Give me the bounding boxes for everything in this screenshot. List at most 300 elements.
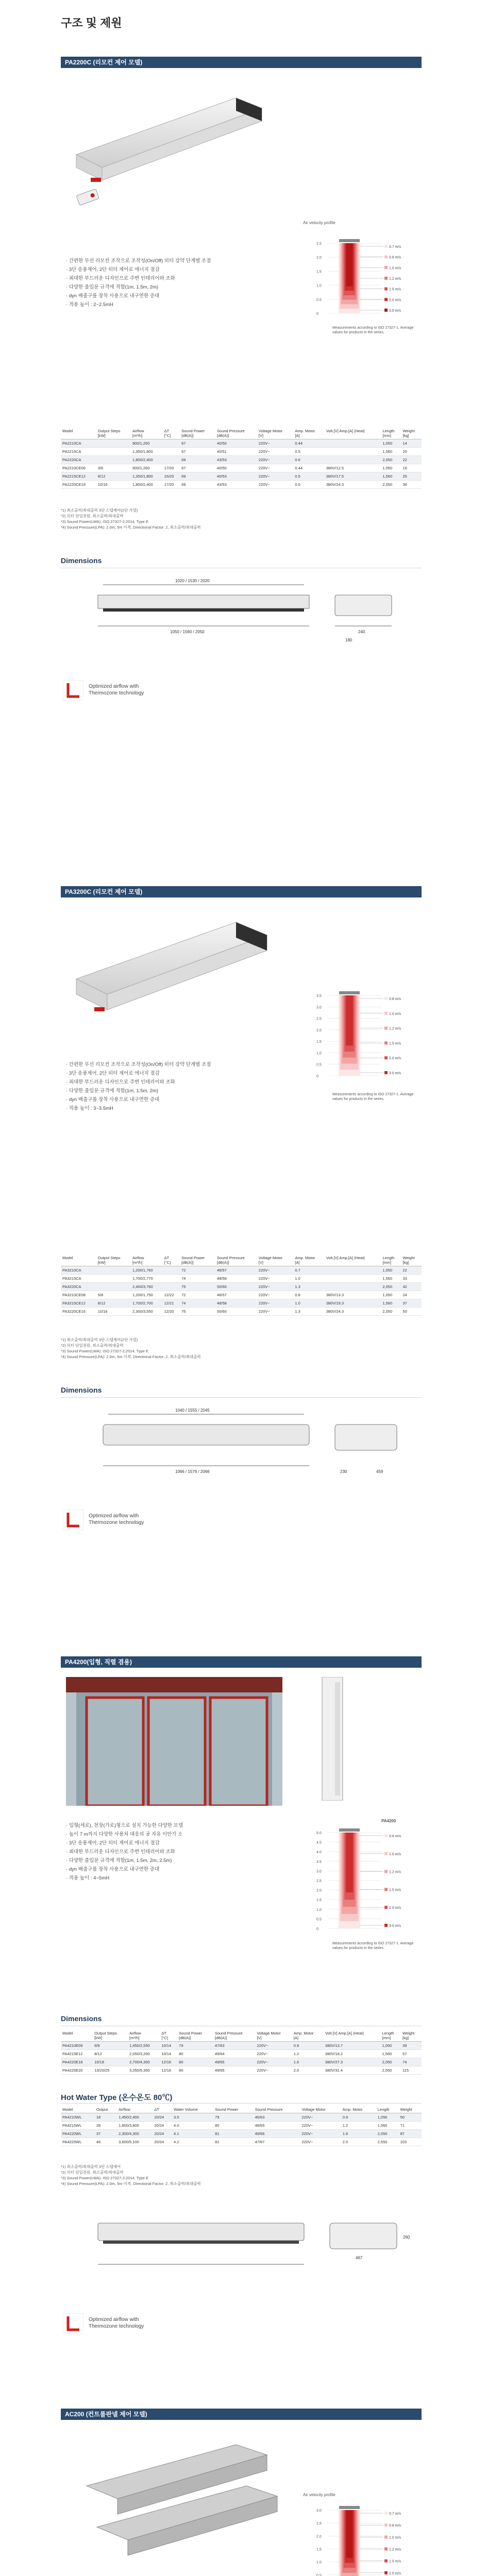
feature-item: · 최대한 부드러운 디자인으로 주변 인테리어와 조화	[66, 274, 282, 283]
table-cell: 1,050	[381, 1266, 401, 1275]
dim-top-label: 1020 / 1530 / 2020	[175, 579, 210, 583]
table-cell: 33	[401, 1275, 422, 1283]
table-cell: 1.2	[292, 2050, 324, 2058]
height-tick-label: 2.0	[316, 1889, 322, 1893]
table-cell: PA3215CA	[61, 1275, 96, 1283]
column-header: ΔT	[153, 2106, 172, 2113]
table-cell: 43/53	[215, 481, 257, 489]
table-cell: PA4215E12	[61, 2050, 93, 2058]
height-tick-label: 1.0	[316, 284, 322, 288]
feature-item: · dyn 배출구를 장착 사용으로 내구연한 증대	[66, 292, 282, 300]
dim-depth-label: 180	[345, 638, 352, 642]
column-header: Amp. Motor [A]	[292, 2030, 324, 2042]
table-cell: 16	[401, 464, 422, 472]
table-cell: 20/24	[153, 2113, 172, 2122]
column-header: Amp. Motor	[341, 2106, 376, 2113]
speed-label: 1.0 m/s	[389, 266, 401, 270]
table-cell: 80	[177, 2066, 213, 2075]
logo-line: Thermozone technology	[89, 690, 144, 696]
feature-item: · 최대한 부드러운 디자인으로 주변 인테리어와 조화	[66, 1848, 293, 1856]
feature-item: · 최대한 부드러운 디자인으로 주변 인테리어와 조화	[66, 1078, 282, 1087]
dim-bottom-label: 1050 / 1560 / 2050	[170, 630, 205, 634]
column-header: Model	[61, 1255, 96, 1266]
table-cell: 16/20	[163, 472, 180, 481]
legend-swatch	[384, 1071, 388, 1074]
column-header: Amp. Motor [A]	[293, 428, 324, 439]
thermozone-logo-icon	[63, 680, 83, 701]
speed-label: 2.0 m/s	[389, 1057, 401, 1061]
height-tick-label: 5.0	[316, 1832, 322, 1835]
note-item: *4) Sound Pressure(LPA): 2.0m, 5m 이격, Directional Factor: 2, 최소출력/최대출력	[61, 2181, 201, 2186]
legend-swatch	[384, 277, 388, 280]
table-cell: 1,200/1,760	[131, 1266, 163, 1275]
table-cell: 82	[213, 2138, 253, 2146]
legend-swatch	[384, 2571, 388, 2574]
table-cell: 47/63	[213, 2042, 256, 2050]
column-header: Output	[95, 2106, 117, 2113]
table-cell: 220V~	[257, 464, 294, 472]
table-cell: 220V~	[257, 1291, 294, 1299]
legend-swatch	[384, 1041, 388, 1044]
speed-label: 1.5 m/s	[389, 1042, 401, 1046]
table-cell: 37	[95, 2130, 117, 2138]
legend-swatch	[384, 287, 388, 291]
note-item: *3) Sound Power(LWA): ISO 27327-2:2014, Type E	[61, 2176, 148, 2180]
table-row	[61, 2066, 422, 2075]
speed-label: 1.2 m/s	[389, 2548, 401, 2552]
chart-caption: Air velocity profile	[303, 2493, 335, 2497]
height-tick-label: 1.5	[316, 1899, 322, 1903]
table-cell	[96, 1283, 131, 1291]
table-cell: 1.0	[293, 1299, 324, 1308]
table-cell	[96, 448, 131, 456]
table-cell: 1,560	[381, 448, 401, 456]
table-cell: 2,400/3,760	[131, 1283, 163, 1291]
table-cell	[96, 1266, 131, 1275]
table-cell: PA2220CE18	[61, 481, 96, 489]
feature-item: · 3단 송풍제어, 2단 히터 제어로 에너지 절감	[66, 1069, 282, 1078]
speed-label: 2.0 m/s	[389, 298, 401, 302]
table-cell: 2,300/3,550	[131, 1308, 163, 1316]
table-cell: PA4225WL	[61, 2138, 95, 2146]
note-item: *1) 최소출력/최대출력 3단 스텝제어(2단 가열)	[61, 508, 138, 513]
air-velocity-chart-pa3200c	[314, 989, 417, 1082]
dim-depth-label: 230	[340, 1469, 347, 1474]
speed-label: 1.0 m/s	[389, 1012, 401, 1016]
legend-swatch	[384, 1924, 388, 1927]
table-cell: 46/57	[215, 1266, 257, 1275]
table-cell: 2,050/3,200	[128, 2050, 160, 2058]
table-cell: 46/57	[215, 1291, 257, 1299]
speed-label: 1.0 m/s	[389, 1852, 401, 1856]
height-tick-label: 0.5	[316, 2573, 322, 2576]
table-cell: 3,350/5,350	[128, 2066, 160, 2075]
column-header: Output Steps [kW]	[96, 1255, 131, 1266]
chart-note: Measurements according to ISO 27327-1. Average values for products in the series.	[332, 1093, 414, 1101]
height-tick-label: 2.0	[316, 2535, 322, 2539]
speed-label: 0.7 m/s	[389, 2512, 401, 2516]
table-cell: 1,800/2,400	[131, 481, 163, 489]
table-cell: 8/12	[93, 2050, 128, 2058]
table-cell: 380V/24.3	[325, 481, 381, 489]
table-cell: 380V/13.7	[324, 2042, 381, 2050]
table-cell: 4.0	[172, 2122, 213, 2130]
table-cell: 17/20	[163, 481, 180, 489]
table-cell: 50/60	[215, 1283, 257, 1291]
column-header: Weight [kg]	[401, 2030, 422, 2042]
height-tick-label: 4.0	[316, 1851, 322, 1855]
notes-pa4200	[61, 2164, 201, 2187]
height-tick-label: 2.5	[316, 2522, 322, 2526]
note-item: *1) 최소출력/최대출력 3단 스텝제어(2단 가열)	[61, 1337, 138, 1342]
table-cell: 220V~	[257, 1283, 294, 1291]
height-tick-label: 1.5	[316, 270, 322, 274]
dimension-drawing-pa4200	[88, 2208, 417, 2311]
legend-swatch	[384, 1027, 388, 1030]
divider	[61, 2103, 422, 2104]
table-cell: 12/16	[160, 2058, 177, 2066]
feature-item: · 적용 높이 : 3~3.5mH	[66, 1104, 282, 1113]
height-tick-label: 0.5	[316, 1063, 322, 1067]
legend-swatch	[384, 997, 388, 1000]
table-cell: 0.9	[341, 2113, 376, 2122]
column-header: Sound Power [dB(A)]	[180, 428, 215, 439]
table-cell: 900/1,260	[131, 439, 163, 448]
table-cell: 380V/17.5	[325, 472, 381, 481]
table-cell: 2.0	[341, 2138, 376, 2146]
table-cell: 10/16	[96, 481, 131, 489]
dim-width-label: 240	[358, 630, 365, 634]
column-header: ΔT [°C]	[163, 1255, 180, 1266]
thermozone-logo-icon	[63, 1510, 83, 1530]
storefront-photo	[66, 1677, 282, 1806]
table-cell: 57	[401, 2050, 422, 2058]
column-header: Sound Power	[213, 2106, 253, 2113]
table-cell: 220V~	[300, 2130, 341, 2138]
chart-label: PA4200	[381, 1819, 396, 1823]
table-cell: PA2220CA	[61, 456, 96, 464]
speed-label: 0.7 m/s	[389, 245, 401, 249]
speed-label: 1.5 m/s	[389, 287, 401, 292]
table-cell: 900/1,260	[131, 464, 163, 472]
table-cell: 71	[399, 2122, 422, 2130]
table-cell: 8/12	[96, 472, 131, 481]
table-cell: 13/20/25	[93, 2066, 128, 2075]
legend-swatch	[384, 309, 388, 312]
column-header: Length	[376, 2106, 399, 2113]
table-cell: PA3210CE08	[61, 1291, 96, 1299]
speed-label: 1.5 m/s	[389, 2560, 401, 2564]
table-cell: PA4215WL	[61, 2122, 95, 2130]
table-cell	[325, 1283, 381, 1291]
divider	[61, 1397, 422, 1398]
table-cell	[96, 439, 131, 448]
table-cell: 1,050	[381, 2042, 401, 2050]
table-row	[61, 1308, 422, 1316]
unit-marker	[339, 991, 360, 994]
note-item: *2) 히터 단일전원, 최소출력/최대출력	[61, 2170, 124, 2175]
note-item: *3) Sound Power(LWA): ISO 27327-2:2014, Type E	[61, 1349, 148, 1353]
table-cell: 1,560	[381, 472, 401, 481]
table-cell: 39	[401, 2042, 422, 2050]
feature-item: · 적용 높이 : 4~5mH	[66, 1874, 293, 1883]
height-tick-label: 3.0	[316, 2509, 322, 2513]
height-tick-label: 0	[316, 312, 318, 316]
table-cell: 380V/19.3	[325, 1299, 381, 1308]
table-cell	[163, 439, 180, 448]
table-cell: 46	[95, 2138, 117, 2146]
unit-marker	[339, 2506, 360, 2509]
table-cell: 20/24	[153, 2122, 172, 2130]
table-cell: 12/22	[163, 1291, 180, 1299]
logo-text	[89, 1513, 144, 1526]
legend-swatch	[384, 1906, 388, 1909]
hot-water-title: Hot Water Type (온수온도 80℃)	[61, 2093, 173, 2102]
table-cell: 2,550	[376, 2138, 399, 2146]
table-cell: 79	[213, 2113, 253, 2122]
table-cell: 220V~	[257, 1266, 294, 1275]
table-cell: 75	[180, 1308, 215, 1316]
logo-line: Thermozone technology	[89, 2324, 144, 2329]
table-cell: PA4210E09	[61, 2042, 93, 2050]
column-header: Output Steps [kW]	[93, 2030, 128, 2042]
table-cell: 87	[399, 2130, 422, 2138]
table-cell: PA2215CE12	[61, 472, 96, 481]
legend-swatch	[384, 1834, 388, 1837]
table-cell: 72	[180, 1291, 215, 1299]
column-header: Output Steps [kW]	[96, 428, 131, 439]
table-cell: 220V~	[255, 2066, 292, 2075]
table-cell: 49/65	[213, 2066, 256, 2075]
note-item: *2) 히터 단일전원, 최소출력/최대출력	[61, 514, 124, 518]
table-row	[61, 456, 422, 464]
table-cell: 380V/18.2	[324, 2050, 381, 2058]
table-cell: 220V~	[255, 2042, 292, 2050]
height-tick-label: 2.5	[316, 1879, 322, 1883]
table-row	[61, 472, 422, 481]
table-row	[61, 1275, 422, 1283]
column-header: Sound Power [dB(A)]	[177, 2030, 213, 2042]
legend-swatch	[384, 1888, 388, 1891]
table-cell: 46/63	[254, 2113, 300, 2122]
column-header: Airflow [m³/h]	[128, 2030, 160, 2042]
column-header: Sound Pressure [dB(A)]	[215, 428, 257, 439]
height-tick-label: 4.5	[316, 1841, 322, 1845]
legend-swatch	[384, 256, 388, 259]
feature-list-pa4200	[66, 1821, 293, 1883]
table-cell: 1.6	[292, 2058, 324, 2066]
height-tick-label: 3.0	[316, 1870, 322, 1874]
table-cell: 50/60	[215, 1308, 257, 1316]
table-cell: 50	[399, 2113, 422, 2122]
table-cell: 2,050	[381, 456, 401, 464]
table-cell: PA2215CA	[61, 448, 96, 456]
dimension-drawing-pa3200c	[88, 1404, 417, 1512]
speed-label: 0.8 m/s	[389, 2524, 401, 2528]
column-header: Model	[61, 2106, 95, 2113]
air-curtain-unit-image	[66, 77, 272, 232]
speed-label: 3.0 m/s	[389, 1072, 401, 1075]
table-cell: 10/14	[160, 2050, 177, 2058]
table-cell	[325, 439, 381, 448]
table-cell	[96, 456, 131, 464]
velocity-zone	[346, 2510, 353, 2558]
logo-line: Optimized airflow with	[89, 1513, 139, 1519]
table-cell: 40/51	[215, 448, 257, 456]
table-cell: PA4220WL	[61, 2130, 95, 2138]
table-cell: 0.5	[293, 448, 324, 456]
table-cell: PA3220CE16	[61, 1308, 96, 1316]
table-cell	[163, 1283, 180, 1291]
table-cell: PA4220E18	[61, 2058, 93, 2066]
table-cell: 2,050	[376, 2130, 399, 2138]
table-cell: 3,600/5,100	[117, 2138, 153, 2146]
table-cell: 1,450/2,550	[128, 2042, 160, 2050]
table-cell: 17/20	[163, 464, 180, 472]
air-curtain-unit-image	[66, 907, 272, 1051]
table-cell: 1,050	[381, 1291, 401, 1299]
speed-label: 3.0 m/s	[389, 1924, 401, 1928]
table-cell: 40/50	[215, 464, 257, 472]
table-cell: 1.3	[293, 1283, 324, 1291]
table-cell: 220V~	[257, 439, 294, 448]
table-cell: 2,050	[381, 2058, 401, 2066]
column-header: Length [mm]	[381, 1255, 401, 1266]
column-header: Airflow [m³/h]	[131, 428, 163, 439]
table-cell: 49/65	[213, 2058, 256, 2066]
table-cell: 67	[180, 448, 215, 456]
column-header: Length [mm]	[381, 428, 401, 439]
legend-swatch	[384, 2548, 388, 2551]
table-cell: 0.6	[293, 481, 324, 489]
table-cell: 49/64	[213, 2050, 256, 2058]
feature-item: · 다양한 출입문 규격에 적합(1m, 1.5m, 2m)	[66, 1087, 282, 1095]
table-cell: 3.5	[172, 2113, 213, 2122]
feature-item: · dyn 배출구를 장착 사용으로 내구연한 증대	[66, 1095, 282, 1104]
legend-swatch	[384, 2560, 388, 2563]
velocity-zone	[346, 995, 353, 1046]
notes-pa3200c	[61, 1337, 201, 1360]
dimensions-title: Dimensions	[61, 556, 102, 565]
table-cell: 4.1	[172, 2130, 213, 2138]
table-cell: 1,560	[381, 1275, 401, 1283]
column-header: Voltage Motor [V]	[257, 1255, 294, 1266]
feature-list-pa2200c	[66, 257, 282, 309]
table-cell: 50	[401, 1308, 422, 1316]
table-cell: 1,050	[381, 464, 401, 472]
logo-line: Optimized airflow with	[89, 2317, 139, 2323]
table-cell: 20/24	[153, 2138, 172, 2146]
ac200-product-image	[66, 2429, 282, 2576]
logo-text	[89, 683, 144, 697]
spec-table-pa4200-hot-water	[61, 2106, 422, 2146]
section-title-ac200: AC200 (컨트롤판넬 제어 모델)	[61, 2409, 422, 2420]
table-cell: 220V~	[257, 1308, 294, 1316]
table-cell: 3/6	[96, 464, 131, 472]
dim-top-label: 1040 / 1555 / 2045	[175, 1408, 210, 1413]
table-cell: 24	[401, 1291, 422, 1299]
dim-bottom-label: 1066 / 1576 / 2066	[175, 1469, 210, 1474]
table-row	[61, 2113, 422, 2122]
height-tick-label: 2.5	[316, 242, 322, 246]
logo-line: Optimized airflow with	[89, 684, 139, 689]
table-row	[61, 2058, 422, 2066]
table-cell: 12/16	[160, 2066, 177, 2075]
unit-marker	[339, 1828, 360, 1832]
table-cell: 22	[401, 1266, 422, 1275]
table-cell: 36	[401, 481, 422, 489]
height-tick-label: 1.5	[316, 1040, 322, 1044]
pa4200-vertical-unit-image	[314, 1677, 350, 1801]
table-cell: 25	[401, 472, 422, 481]
spec-table-pa3200c	[61, 1255, 422, 1316]
section-title-pa3200c: PA3200C (리모컨 제어 모델)	[61, 886, 422, 897]
feature-item: · 높이 7 m까지 다양한 사용처 대응의 공 자유 이안가 소	[66, 1830, 293, 1839]
table-cell: PA2210CE06	[61, 464, 96, 472]
note-item: *1) 최소출력/최대출력 3단 스텝제어	[61, 2164, 121, 2169]
table-cell: 80	[177, 2050, 213, 2058]
note-item: *2) 히터 단일전원, 최소출력/최대출력	[61, 1343, 124, 1348]
table-cell: 220V~	[257, 448, 294, 456]
height-tick-label: 1.0	[316, 1052, 322, 1056]
logo-text	[89, 2316, 144, 2330]
table-row	[61, 439, 422, 448]
air-velocity-chart-ac200	[314, 2504, 417, 2576]
table-cell: 1,350/1,800	[131, 472, 163, 481]
height-tick-label: 2.5	[316, 1017, 322, 1021]
table-cell: 79	[177, 2042, 213, 2050]
table-cell: 69	[180, 456, 215, 464]
legend-swatch	[384, 2512, 388, 2515]
table-cell	[163, 1266, 180, 1275]
table-cell	[325, 448, 381, 456]
legend-swatch	[384, 2535, 388, 2538]
table-cell: 42	[401, 1283, 422, 1291]
note-item: *3) Sound Power(LWA): ISO 27327-2:2014, Type E	[61, 519, 148, 524]
column-header: ΔT [°C]	[160, 2030, 177, 2042]
table-cell: PA3215CE12	[61, 1299, 96, 1308]
feature-item: · 입형(세로), 천장(가로)형으로 설치 가능한 다양한 모델	[66, 1821, 293, 1830]
table-cell: 1,050	[376, 2113, 399, 2122]
table-cell: 49/66	[254, 2130, 300, 2138]
table-row	[61, 464, 422, 472]
thermozone-logo	[63, 2313, 83, 2336]
feature-list-pa3200c	[66, 1060, 282, 1113]
table-cell: PA3220CA	[61, 1283, 96, 1291]
table-cell: PA2210CA	[61, 439, 96, 448]
table-cell: 0.8	[293, 1291, 324, 1299]
column-header: Water Volume	[172, 2106, 213, 2113]
feature-item: · 다양한 출입문 규격에 적합(1m, 1.5m, 2m)	[66, 283, 282, 292]
table-cell: PA3210CA	[61, 1266, 96, 1275]
table-row	[61, 1283, 422, 1291]
table-row	[61, 2042, 422, 2050]
spec-table-pa2200c	[61, 428, 422, 489]
table-row	[61, 481, 422, 489]
chart-note: Measurements according to ISO 27327-1. Average values for products in the series.	[332, 1942, 414, 1950]
speed-label: 1.2 m/s	[389, 1027, 401, 1031]
table-cell: 12/21	[163, 1299, 180, 1308]
table-cell	[325, 456, 381, 464]
air-velocity-chart-pa2200c	[314, 237, 417, 319]
column-header: Voltage Motor	[300, 2106, 341, 2113]
chart-note: Measurements according to ISO 27327-1. Average values for products in the series.	[332, 326, 414, 334]
table-cell: 10/16	[96, 1308, 131, 1316]
table-cell	[325, 1266, 381, 1275]
height-tick-label: 1.0	[316, 1908, 322, 1912]
table-cell: 380V/27.3	[324, 2058, 381, 2066]
table-cell: PA4210WL	[61, 2113, 95, 2122]
